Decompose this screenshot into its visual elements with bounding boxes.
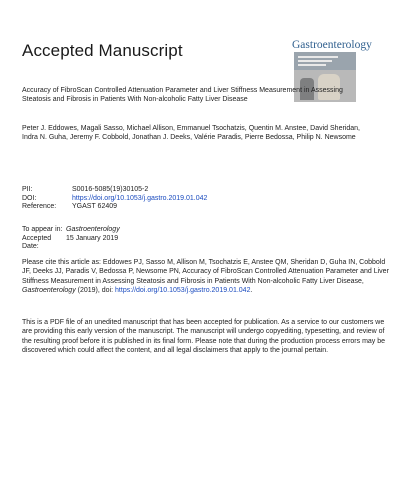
page-title: Accepted Manuscript <box>22 41 183 60</box>
citation-end: . <box>250 287 253 295</box>
cover-text-line <box>298 56 338 58</box>
citation-journal: Gastroenterology <box>22 287 76 295</box>
cover-text-line <box>298 60 332 62</box>
reference-label: Reference: <box>22 203 57 211</box>
citation-doi-link[interactable]: https://doi.org/10.1053/j.gastro.2019.01.042 <box>115 287 251 295</box>
publication-info <box>22 226 120 252</box>
pii-label: PII: <box>22 186 33 193</box>
appear-label: To appear in: <box>22 226 63 233</box>
disclaimer-paragraph: This is a PDF file of an unedited manuscript that has been accepted for publication. As a service to our customers we are providing this early version of the manuscript. The manuscript will undergo copyediting, typesetting, and review of the resulting proof before it is published in its final form. Please note that during the production process errors may be discovered which could affect the content, and all legal disclaimers that apply to the journal pertain. <box>22 319 386 355</box>
pii-row <box>22 186 207 195</box>
reference-value: YGAST 62409 <box>72 203 118 211</box>
article-authors: Peter J. Eddowes, Magali Sasso, Michael Allison, Emmanuel Tsochatzis, Quentin M. Anstee, David Sheridan, Indra N. Guha, Jeremy F. Cobbold, Jonathan J. Deeks, Valérie Paradis, Pierre Bedossa, Philip N. Newsome <box>22 125 360 142</box>
accepted-date: 15 January 2019 <box>66 234 119 242</box>
article-metadata <box>22 186 207 212</box>
accepted-label: Accepted Date: <box>22 234 52 251</box>
doi-link[interactable]: https://doi.org/10.1053/j.gastro.2019.01.042 <box>72 194 208 202</box>
appear-row <box>22 226 120 235</box>
citation-paragraph <box>22 258 394 296</box>
appear-journal: Gastroenterology <box>66 226 120 233</box>
pii-value: S0016-5085(19)30105-2 <box>72 186 149 193</box>
citation-year-doi: (2019), doi: <box>77 287 114 295</box>
reference-row <box>22 203 207 212</box>
doi-label: DOI: <box>22 194 37 202</box>
cover-text-line <box>298 64 326 66</box>
citation-text: Please cite this article as: Eddowes PJ, Sasso M, Allison M, Tsochatzis E, Anstee QM, Sheridan D, Guha IN, Cobbold JF, Deeks JJ, Paradis V, Bedossa P, Newsome PN, Accuracy of FibroScan Controlled Attenuation Parameter and Liver Stiffness Measurement in Assessing Steatosis and Fibrosis in Patients With Non-alcoholic Fatty Liver Disease, <box>22 259 389 285</box>
doi-row <box>22 195 207 204</box>
cover-journal-name: Gastroenterology <box>292 39 372 51</box>
accepted-row <box>22 235 120 252</box>
article-title: Accuracy of FibroScan Controlled Attenuation Parameter and Liver Stiffness Measurement in Assessing Steatosis and Fibrosis in Patients With Non-alcoholic Fatty Liver Disease <box>22 87 343 104</box>
